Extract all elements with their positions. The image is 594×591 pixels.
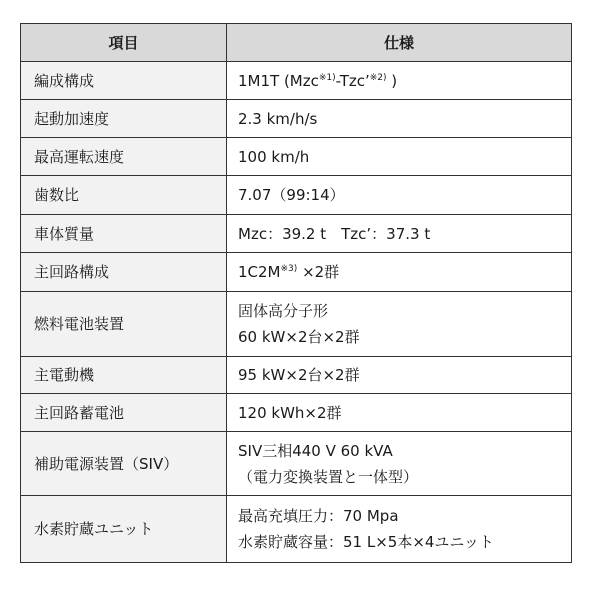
row-spec: 120 kWh×2群 (227, 394, 572, 432)
table-row (21, 432, 572, 496)
spec-line: 固体高分子形 (238, 302, 329, 320)
row-spec (227, 496, 572, 563)
table-row (21, 253, 572, 292)
row-spec: 2.3 km/h/s (227, 100, 572, 138)
table-row (21, 292, 572, 357)
row-spec (227, 432, 572, 496)
spec-text: 1M1T (Mzc (238, 71, 319, 90)
spec-text: 1C2M (238, 263, 281, 281)
row-spec (227, 253, 572, 292)
spec-text: ×2群 (297, 263, 340, 281)
table-row (21, 62, 572, 100)
table-row (21, 357, 572, 394)
note-ref: ※3) (280, 264, 298, 274)
header-spec: 仕様 (227, 24, 572, 62)
header-item: 項目 (21, 24, 227, 62)
spec-text: ) (386, 71, 398, 90)
table-row (21, 215, 572, 253)
spec-line: SIV三相440 V 60 kVA (238, 441, 393, 460)
row-spec: 100 km/h (227, 138, 572, 176)
table-row (21, 100, 572, 138)
row-spec: 95 kW×2台×2群 (227, 357, 572, 394)
row-spec (227, 62, 572, 100)
row-item: 補助電源装置（SIV） (21, 432, 227, 496)
row-item: 水素貯蔵ユニット (21, 496, 227, 563)
row-item: 燃料電池装置 (21, 292, 227, 357)
spec-line: 最高充填圧力：70 Mpa (238, 507, 399, 525)
table-row (21, 138, 572, 176)
spec-line: （電力変換装置と一体型） (238, 467, 419, 486)
table-row (21, 496, 572, 563)
row-spec: 7.07（99:14） (227, 176, 572, 215)
row-item: 最高運転速度 (21, 138, 227, 176)
spec-line: 60 kW×2台×2群 (238, 328, 360, 346)
table-header-row (21, 24, 572, 62)
row-spec: Mzc：39.2 t Tzc’：37.3 t (227, 215, 572, 253)
row-item: 起動加速度 (21, 100, 227, 138)
note-ref: ※2) (369, 72, 387, 83)
spec-table (20, 23, 572, 563)
table-row (21, 176, 572, 215)
row-item: 車体質量 (21, 215, 227, 253)
row-item: 歯数比 (21, 176, 227, 215)
spec-line: 水素貯蔵容量：51 L×5本×4ユニット (238, 533, 494, 551)
row-item: 主回路構成 (21, 253, 227, 292)
row-item: 主回路蓄電池 (21, 394, 227, 432)
table-row (21, 394, 572, 432)
row-item: 編成構成 (21, 62, 227, 100)
row-spec (227, 292, 572, 357)
spec-text: -Tzc’ (335, 71, 370, 90)
note-ref: ※1) (318, 72, 336, 83)
row-item: 主電動機 (21, 357, 227, 394)
